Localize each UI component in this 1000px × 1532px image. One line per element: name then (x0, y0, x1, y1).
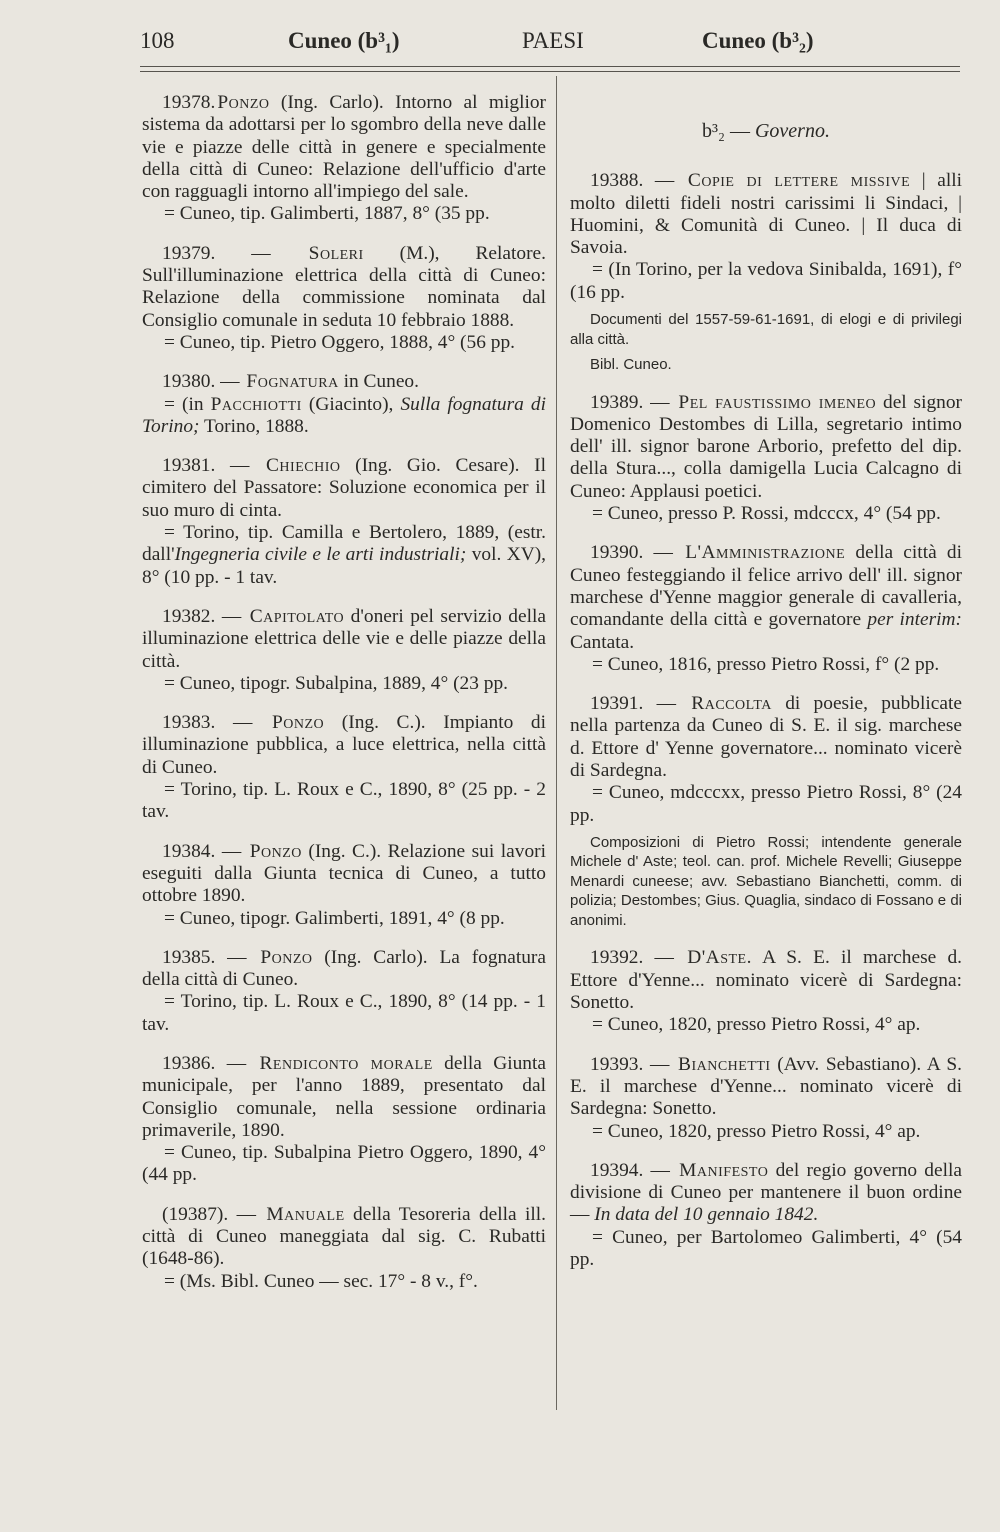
entry-19383 (142, 712, 546, 823)
entry-publication (142, 522, 546, 589)
entry-publication (142, 394, 546, 439)
entry-number: 19384. — (162, 840, 242, 862)
entry-author: Ponzo (260, 946, 313, 968)
entry-body: (M.), Relatore. Sull'illuminazione elettrica della città di Cuneo: Relazione della commissione nominata dal Consiglio comunale in seduta 10 febbraio 1888. (142, 242, 546, 331)
entry-19381 (142, 455, 546, 589)
entry-note: Composizioni di Pietro Rossi; intendente generale Michele d' Aste; teol. can. prof. Michele Revelli; Giuseppe Menardi cuneese; avv. Sebastiano Bianchetti, comm. di polizia; Destombes; Gius. Quaglia, sindaco di Fossano e di anonimi. (570, 833, 962, 929)
entry-publication: = Cuneo, 1816, presso Pietro Rossi, f° (2 pp. (592, 653, 940, 675)
entry-number: 19388. — (590, 170, 675, 192)
entry-number: 19394. — (590, 1159, 670, 1181)
entry-number: 19392. — (590, 947, 674, 969)
entry-publication: = Torino, tip. L. Roux e C., 1890, 8° (14 pp. - 1 tav. (142, 991, 546, 1035)
entry-body: (Ing. Carlo). La fognatura della città di Cuneo. (142, 946, 546, 991)
entry-19388 (570, 170, 962, 374)
entry-number: 19393. — (590, 1053, 670, 1075)
entry-publication: = Cuneo, tipogr. Galimberti, 1891, 4° (8 pp. (164, 907, 505, 929)
entry-19379 (142, 243, 546, 354)
section-code: b³₂ — (702, 120, 750, 142)
entry-body: del signor Domenico Destombes di Lilla, segretario intimo dell' ill. signor barone Arborio, prefetto del dip. della Stura..., colla damigella Lucia Calcagno di Cuneo: Applausi poetici. (570, 391, 963, 502)
entry-number: 19380. — (162, 371, 240, 393)
entry-body: A S. E. il marchese d. Ettore d'Yenne... nominato vicerè di Sardegna: Sonetto. (570, 947, 962, 1014)
entry-body: (Avv. Sebastiano). A S. E. il marchese d'Yenne... nominato vicerè di Sardegna: Sonetto. (570, 1053, 962, 1120)
entry-author: Fognatura (246, 371, 339, 393)
pub-text: (Giacinto), (301, 393, 401, 415)
entry-19394 (570, 1160, 962, 1271)
entry-publication: = Cuneo, mdcccxx, presso Pietro Rossi, 8° (24 pp. (570, 782, 962, 826)
entry-number: 19386. — (162, 1052, 247, 1074)
entry-number: 19381. — (162, 455, 250, 477)
entry-body: della Giunta municipale, per l'anno 1889, presentato dal Consiglio comunale, nella sessione ordinaria primaverile, 1890. (142, 1052, 547, 1141)
entry-number: 19385. — (162, 946, 247, 968)
entry-author: Manuale (266, 1203, 345, 1225)
entry-number: 19379. — (162, 242, 271, 264)
running-header (140, 28, 960, 60)
entry-publication: = Cuneo, per Bartolomeo Galimberti, 4° (54 pp. (570, 1226, 962, 1270)
entry-19387 (142, 1204, 546, 1293)
entry-number: 19389. — (590, 391, 670, 413)
entry-body: (Ing. C.). Relazione sui lavori eseguiti dalla Giunta tecnica di Cuneo, a tutto ottobre 1890. (142, 840, 546, 907)
entry-body: di poesie, pubblicate nella partenza da Cuneo di S. E. il sig. marchese d. Ettore d' Yenne governatore... nominato vicerè di Sardegna. (570, 693, 962, 782)
entry-19382 (142, 606, 546, 695)
entry-body: della Tesoreria della ill. città di Cuneo maneggiata dal sig. C. Rubatti (1648-86). (142, 1203, 546, 1270)
entry-19384 (142, 841, 546, 930)
entry-body: in Cuneo. (338, 371, 419, 393)
entry-publication: = Cuneo, 1820, presso Pietro Rossi, 4° ap. (592, 1014, 921, 1036)
entry-body: | alli molto diletti fideli nostri carissimi li Sindaci, | Huomini, & Comunità di Cuneo. | Il duca di Savoia. (570, 170, 962, 259)
header-right-title: Cuneo (b³₂) (702, 28, 814, 53)
entry-publication: = (Ms. Bibl. Cuneo — sec. 17° - 8 v., f°. (164, 1270, 478, 1292)
header-rule-secondary (140, 71, 960, 72)
entry-publication: = Cuneo, tipogr. Subalpina, 1889, 4° (23 pp. (164, 672, 509, 694)
entry-author: Soleri (308, 242, 364, 264)
header-left-title: Cuneo (b³₁) (288, 28, 400, 53)
entry-19391 (570, 693, 962, 930)
pub-text: vol. XV), 8° (10 pp. - 1 tav. (142, 544, 547, 588)
left-column (142, 92, 546, 1310)
entry-author: Chiechio (266, 455, 341, 477)
entry-body-italic: In data del 10 gennaio 1842. (594, 1204, 819, 1226)
entry-19390 (570, 542, 962, 676)
entry-publication: = Cuneo, presso P. Rossi, mdcccx, 4° (54 pp. (592, 503, 941, 525)
entry-author: Capitolato (249, 605, 345, 627)
right-column (570, 120, 962, 1288)
entry-body: (Ing. Carlo). Intorno al miglior sistema da adottarsi per lo sgombro della neve dalle vie e piazze delle città in genere e specialmente della città di Cuneo: Relazione dell'ufficio d'arte con ragguagli intorno all'impiego del sale. (142, 92, 546, 203)
entry-author: Manifesto (679, 1159, 769, 1181)
entry-19380 (142, 371, 546, 438)
entry-publication: = Torino, tip. L. Roux e C., 1890, 8° (25 pp. - 2 tav. (142, 779, 546, 823)
entry-number: 19378. (162, 92, 216, 113)
entry-author: D'Aste. (687, 947, 752, 969)
entry-publication: = Cuneo, 1820, presso Pietro Rossi, 4° ap. (592, 1120, 921, 1142)
entry-publication: = (In Torino, per la vedova Sinibalda, 1691), f° (16 pp. (570, 259, 962, 303)
entry-19385 (142, 947, 546, 1036)
entry-body: d'oneri pel servizio della illuminazione elettrica delle vie e delle piazze della città. (142, 605, 546, 672)
entry-19389 (570, 392, 962, 526)
entry-publication: = Cuneo, tip. Subalpina Pietro Oggero, 1890, 4° (44 pp. (142, 1142, 546, 1186)
entry-number: 19382. — (162, 605, 242, 627)
entry-author: Raccolta (691, 693, 772, 715)
pub-text: = (in (164, 393, 211, 415)
entry-number: 19390. — (590, 542, 673, 564)
entry-number: 19383. — (162, 712, 253, 734)
entry-body: (Ing. C.). Impianto di illuminazione pubblica, a luce elettrica, nella città di Cuneo. (142, 712, 546, 778)
header-center-title: PAESI (522, 28, 584, 53)
section-title: Governo. (754, 120, 830, 142)
pub-text: Torino, 1888. (199, 415, 309, 437)
page-number: 108 (140, 28, 175, 53)
entry-author: Pel faustissimo imeneo (678, 391, 877, 413)
entry-body-italic: per interim: (867, 609, 962, 631)
entry-note: Documenti del 1557-59-61-1691, di elogi e di privilegi alla città. (570, 311, 962, 348)
entry-author: Ponzo (271, 712, 325, 734)
entry-author: Ponzo (217, 92, 270, 113)
column-divider (556, 76, 557, 1410)
entry-publication: = Cuneo, tip. Galimberti, 1887, 8° (35 pp. (164, 203, 490, 225)
entry-19386 (142, 1053, 546, 1187)
pub-text: = Torino, tip. Camilla e Bertolero, 1889, (estr. dall' (142, 522, 546, 566)
entry-19392 (570, 947, 962, 1036)
entry-body: del regio governo della divisione di Cuneo per mantenere il buon ordine — (570, 1159, 962, 1226)
entry-body-end: Cantata. (570, 631, 635, 653)
entry-author: Rendiconto morale (259, 1052, 433, 1074)
entry-author: Copie di lettere missive (687, 170, 911, 192)
entry-body: (Ing. Gio. Cesare). Il cimitero del Passatore: Soluzione economica per il suo muro di cinta. (142, 455, 547, 521)
entry-author: Ponzo (249, 840, 302, 862)
entry-19378 (142, 92, 546, 226)
entry-body: della città di Cuneo festeggiando il felice arrivo dell' ill. signor marchese d'Yenne maggior generale di cavalleria, comandante della città e governatore (570, 542, 963, 631)
header-rule (140, 66, 960, 67)
entry-number: (19387). — (162, 1203, 256, 1225)
entry-author: L'Amministrazione (685, 542, 846, 564)
pub-title: Ingegneria civile e le arti industriali; (174, 544, 467, 566)
entry-author: Bianchetti (678, 1053, 771, 1075)
pub-author: Pacchiotti (210, 393, 302, 415)
section-heading (570, 120, 962, 142)
entry-19393 (570, 1054, 962, 1143)
pub-title: Sulla fognatura di Torino; (142, 393, 546, 437)
entry-number: 19391. — (590, 693, 676, 715)
entry-publication: = Cuneo, tip. Pietro Oggero, 1888, 4° (56 pp. (164, 331, 515, 353)
entry-location: Bibl. Cuneo. (590, 356, 672, 374)
